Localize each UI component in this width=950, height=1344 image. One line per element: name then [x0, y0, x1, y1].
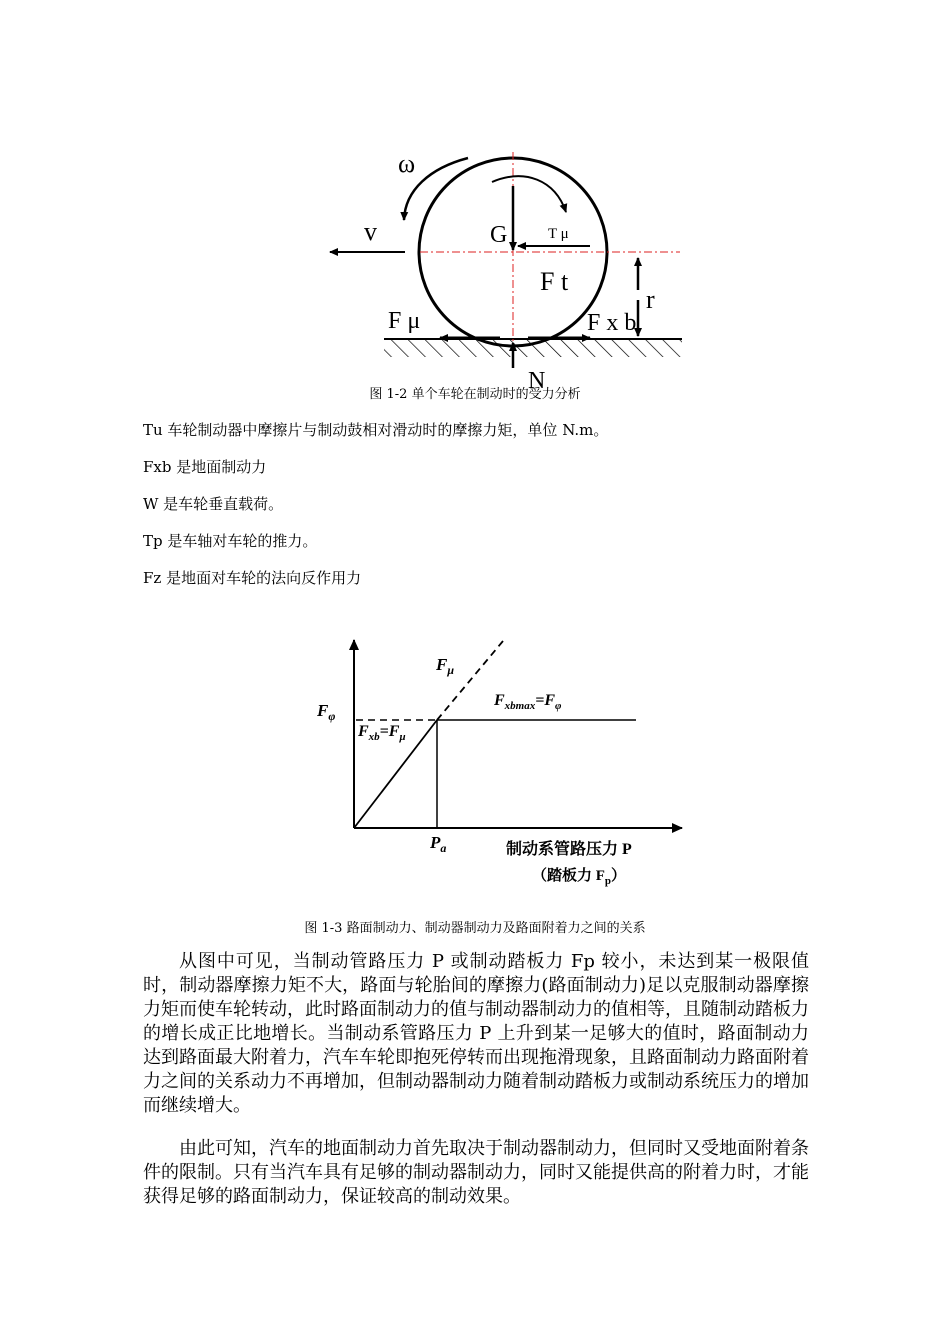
- label-pa: $P_a$: [430, 833, 447, 855]
- label-omega: ω: [398, 149, 416, 178]
- label-v: v: [364, 217, 377, 246]
- label-fmu: F μ: [388, 308, 421, 334]
- definition-fz: Fz 是地面对车轮的法向反作用力: [143, 569, 362, 587]
- figure1-caption: 图 1-2 单个车轮在制动时的受力分析: [369, 387, 581, 402]
- xaxis-label: 制动系管路压力 P: [506, 841, 632, 858]
- tmu-arrow: [492, 176, 566, 212]
- label-n: N: [528, 368, 546, 394]
- xaxis-label-sub: （踏板力 $F_p$）: [532, 868, 627, 887]
- label-tmu: T μ: [548, 226, 569, 242]
- definition-fxb: Fxb 是地面制动力: [143, 458, 267, 476]
- wheel-force-diagram: [0, 0, 950, 400]
- paragraph-1: 从图中可见，当制动管路压力 P 或制动踏板力 Fp 较小，未达到某一极限值时，制动器摩擦力矩不大，路面与轮胎间的摩擦力(路面制动力)足以克服制动器摩擦力矩而使车轮转动，此时路面制动力的值与制动器制动力的值相等，且随制动踏板力的增长成正比地增长。当制动系管路压力 P 上升到某一足够大的值时，路面制动力达到路面最大附着力，汽车车轮即抱死停转而出现拖滑现象，且路面制动力路面附着力之间的关系动力不再增加，但制动器制动力随着制动踏板力或制动系统压力的增加而继续增大。: [143, 951, 809, 1116]
- label-r: r: [646, 285, 655, 314]
- label-fxbmax: $F_{xbmax}=F_\varphi$: [494, 692, 562, 712]
- definition-tp: Tp 是车轴对车轮的推力。: [143, 532, 318, 550]
- label-ft: F t: [540, 267, 569, 296]
- label-fxb: F x b: [587, 310, 637, 336]
- braking-force-graph: [0, 620, 950, 900]
- paragraph-2: 由此可知，汽车的地面制动力首先取决于制动器制动力，但同时又受地面附着条件的限制。只有当汽车具有足够的制动器制动力，同时又能提供高的附着力时，才能获得足够的路面制动力，保证较高的制动效果。: [143, 1138, 809, 1207]
- ground-hatch: [384, 339, 682, 357]
- label-g: G: [490, 222, 508, 248]
- label-fphi: $F_\varphi$: [317, 701, 336, 723]
- definition-tu: Tu 车轮制动器中摩擦片与制动鼓相对滑动时的摩擦力矩，单位 N.m。: [143, 421, 609, 439]
- figure2-caption: 图 1-3 路面制动力、制动器制动力及路面附着力之间的关系: [304, 921, 646, 936]
- label-fmu: $F_\mu$: [436, 655, 455, 677]
- definition-w: W 是车轮垂直载荷。: [143, 495, 284, 513]
- label-fxb-eq-fmu: $F_{xb}=F_\mu$: [358, 723, 406, 743]
